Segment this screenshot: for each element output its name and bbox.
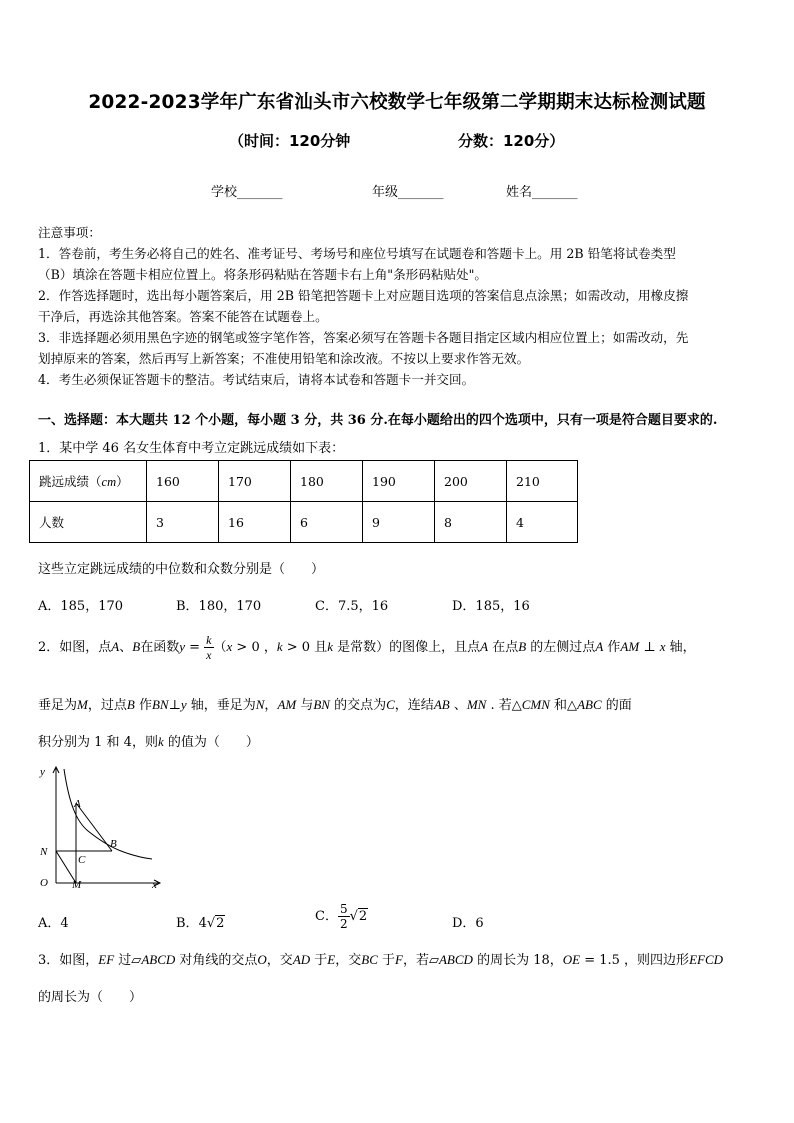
exam-score: 分数：120分） [458, 132, 565, 150]
q1-option-b: B．180，170 [176, 599, 262, 614]
q3-line2: 的周长为（ ） [38, 990, 143, 1005]
table-cell: 200 [435, 461, 507, 502]
q2-figure [36, 763, 166, 891]
q2-option-c: C． $\frac{5}{2}$ √2 [315, 902, 368, 931]
q2-option-a: A．4 [38, 916, 69, 931]
note-line: 4．考生必须保证答题卡的整洁。考试结束后，请将本试卷和答题卡一并交回。 [38, 372, 475, 387]
q3-line1: 3．如图，EF 过▱ABCD 对角线的交点O，交AD 于E，交BC 于F，若▱ABCD 的周长为 18，OE = 1.5 ，则四边形EFCD [38, 952, 724, 968]
note-line: 划掉原来的答案，然后再写上新答案；不准使用铅笔和涂改液。不按以上要求作答无效。 [38, 351, 530, 366]
q2-option-b: B．4√2 [176, 916, 225, 931]
q1-option-d: D．185，16 [452, 599, 530, 614]
table-cell: 160 [147, 461, 219, 502]
table-cell: 210 [507, 461, 578, 502]
q1-option-c: C．7.5，16 [315, 599, 389, 614]
note-line: 2．作答选择题时，选出每小题答案后，用 2B 铅笔把答题卡上对应题目选项的答案信息点涂黑；如需改动，用橡皮擦 [38, 288, 689, 303]
line-ab [76, 803, 112, 851]
exam-time: （时间：120分钟 [229, 132, 351, 150]
q1-option-a: A．185，170 [38, 599, 124, 614]
table-cell: 170 [219, 461, 291, 502]
label-o: O [40, 877, 48, 889]
table-cell: 9 [363, 502, 435, 543]
label-m: M [72, 879, 82, 891]
name-field: 姓名_______ [506, 185, 578, 200]
label-a: A [74, 798, 81, 810]
table-row [30, 502, 578, 543]
label-y: y [40, 766, 45, 778]
label-n: N [40, 846, 48, 858]
score-table [29, 460, 578, 543]
table-cell: 180 [291, 461, 363, 502]
note-line: 3．非选择题必须用黑色字迹的钢笔或签字笔作答，答案必须写在答题卡各题目指定区域内相应位置上；如需改动，先 [38, 330, 689, 345]
grade-field: 年级_______ [372, 185, 444, 200]
school-field: 学校_______ [211, 185, 283, 200]
fraction-k-over-x: $\frac{k}{x}$ [206, 633, 212, 662]
table-cell: 人数 [30, 502, 147, 543]
note-line: 1．答卷前，考生务必将自己的姓名、准考证号、考场号和座位号填写在试题卷和答题卡上。用 2B 铅笔将试卷类型 [38, 246, 676, 261]
q1-stem: 1．某中学 46 名女生体育中考立定跳远成绩如下表： [38, 441, 345, 456]
section-heading: 一、选择题：本大题共 12 个小题，每小题 3 分，共 36 分.在每小题给出的四个选项中，只有一项是符合题目要求的. [38, 413, 718, 428]
fraction-5-over-2: $\frac{5}{2}$ [339, 902, 348, 931]
q1-question: 这些立定跳远成绩的中位数和众数分别是（ ） [38, 562, 325, 577]
table-cell: 4 [507, 502, 578, 543]
table-cell: 跳远成绩（cm） [30, 461, 147, 502]
label-c: C [78, 854, 86, 866]
q2-option-d: D．6 [452, 916, 484, 931]
table-cell: 6 [291, 502, 363, 543]
note-line: 干净后，再选涂其他答案。答案不能答在试题卷上。 [38, 309, 328, 324]
q2-line2: 垂足为M，过点B 作BN⊥y 轴，垂足为N，AM 与BN 的交点为C，连结AB 、MN . 若△CMN 和△ABC 的面 [38, 697, 632, 713]
page-title: 2022-2023学年广东省汕头市六校数学七年级第二学期期末达标检测试题 [88, 92, 706, 113]
q2-line3: 积分别为 1 和 4，则k 的值为（ ） [38, 734, 259, 750]
label-x: x [152, 879, 157, 891]
q2-line1: 2．如图，点A、B在函数y = $\frac{k}{x}$ （x > 0 ，k > 0 且k 是常数）的图像上，且点A 在点B 的左侧过点A 作AM ⊥ x 轴， [38, 633, 696, 662]
table-cell: 3 [147, 502, 219, 543]
notes-heading: 注意事项： [38, 225, 101, 240]
table-row [30, 461, 578, 502]
table-cell: 16 [219, 502, 291, 543]
label-b: B [110, 838, 117, 850]
table-cell: 190 [363, 461, 435, 502]
note-line: （B）填涂在答题卡相应位置上。将条形码粘贴在答题卡右上角"条形码粘贴处"。 [38, 267, 488, 282]
table-cell: 8 [435, 502, 507, 543]
